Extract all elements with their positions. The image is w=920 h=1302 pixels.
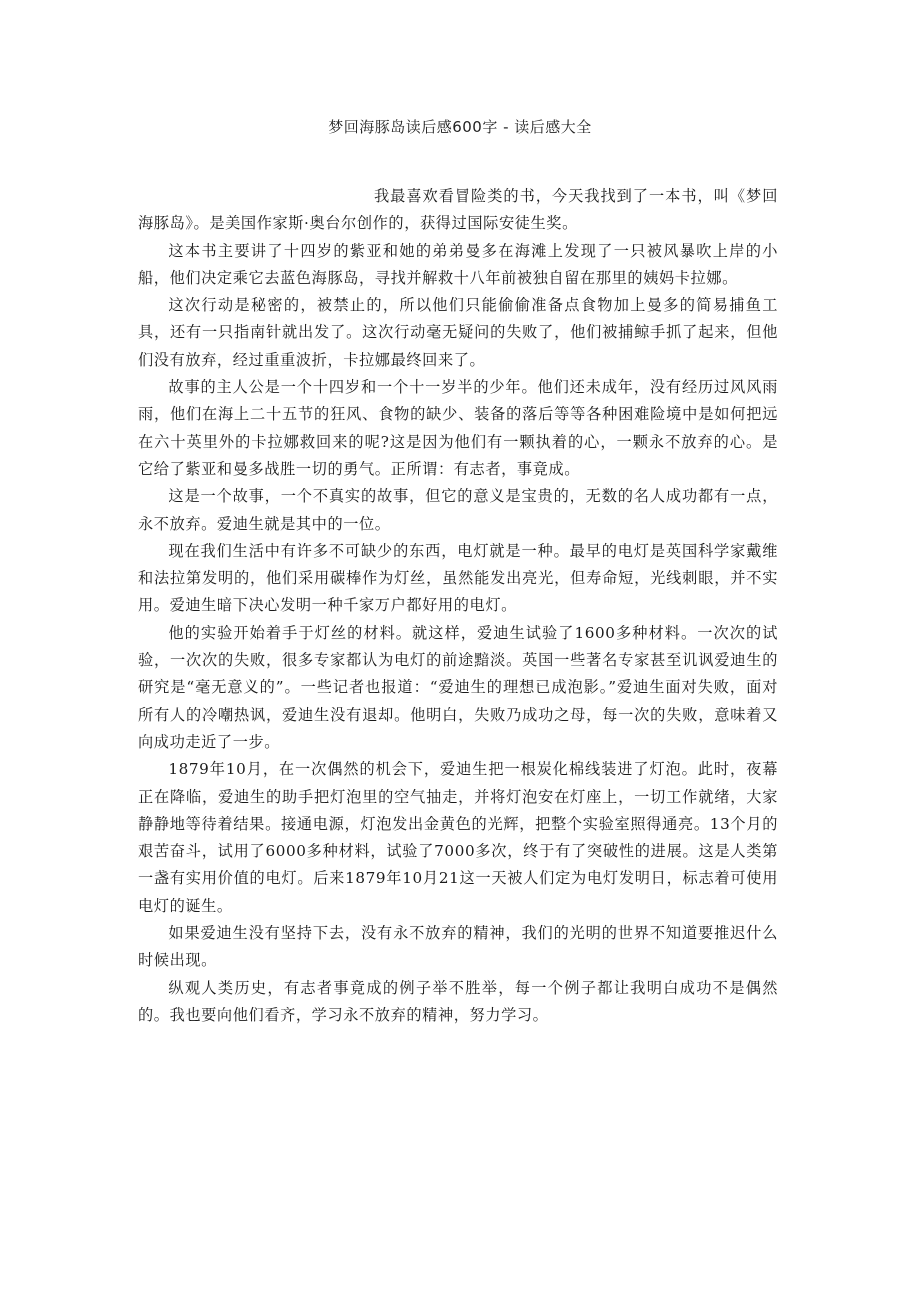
document-title: 梦回海豚岛读后感600字 - 读后感大全 (328, 118, 592, 136)
paragraph: 他的实验开始着手于灯丝的材料。就这样，爱迪生试验了1600多种材料。一次次的试验，一次次的失败，很多专家都认为电灯的前途黯淡。英国一些著名专家甚至讥讽爱迪生的研究是“毫无意义的”。一些记者也报道：“爱迪生的理想已成泡影。”爱迪生面对失败，面对所有人的冷嘲热讽，爱迪生没有退却。他明白，失败乃成功之母，每一次的失败，意味着又向成功走近了一步。 (138, 623, 778, 751)
paragraph: 我最喜欢看冒险类的书，今天我找到了一本书，叫《梦回海豚岛》。是美国作家斯·奥台尔创作的，获得过国际安徒生奖。 (138, 187, 778, 233)
paragraph: 故事的主人公是一个十四岁和一个十一岁半的少年。他们还未成年，没有经历过风风雨雨，他们在海上二十五节的狂风、食物的缺少、装备的落后等等各种困难险境中是如何把远在六十英里外的卡拉娜救回来的呢?这是因为他们有一颗执着的心，一颗永不放弃的心。是它给了紫亚和曼多战胜一切的勇气。正所谓：有志者，事竟成。 (138, 378, 778, 478)
paragraph: 这次行动是秘密的，被禁止的，所以他们只能偷偷准备点食物加上曼多的简易捕鱼工具，还有一只指南针就出发了。这次行动毫无疑问的失败了，他们被捕鲸手抓了起来，但他们没有放弃，经过重重波折，卡拉娜最终回来了。 (138, 296, 778, 369)
document-body (138, 183, 778, 1029)
paragraph: 纵观人类历史，有志者事竟成的例子举不胜举，每一个例子都让我明白成功不是偶然的。我也要向他们看齐，学习永不放弃的精神，努力学习。 (138, 978, 778, 1024)
paragraph: 如果爱迪生没有坚持下去，没有永不放弃的精神，我们的光明的世界不知道要推迟什么时候出现。 (138, 924, 778, 970)
paragraph: 1879年10月，在一次偶然的机会下，爱迪生把一根炭化棉线装进了灯泡。此时，夜幕正在降临，爱迪生的助手把灯泡里的空气抽走，并将灯泡安在灯座上，一切工作就绪，大家静静地等待着结果。接通电源，灯泡发出金黄色的光辉，把整个实验室照得通亮。13个月的艰苦奋斗，试用了6000多种材料，试验了7000多次，终于有了突破性的进展。这是人类第一盏有实用价值的电灯。后来1879年10月21这一天被人们定为电灯发明日，标志着可使用电灯的诞生。 (138, 760, 778, 915)
paragraph: 这本书主要讲了十四岁的紫亚和她的弟弟曼多在海滩上发现了一只被风暴吹上岸的小船，他们决定乘它去蓝色海豚岛，寻找并解救十八年前被独自留在那里的姨妈卡拉娜。 (138, 241, 778, 287)
paragraph: 这是一个故事，一个不真实的故事，但它的意义是宝贵的，无数的名人成功都有一点，永不放弃。爱迪生就是其中的一位。 (138, 487, 778, 533)
paragraph: 现在我们生活中有许多不可缺少的东西，电灯就是一种。最早的电灯是英国科学家戴维和法拉第发明的，他们采用碳棒作为灯丝，虽然能发出亮光，但寿命短，光线刺眼，并不实用。爱迪生暗下决心发明一种千家万户都好用的电灯。 (138, 541, 778, 615)
